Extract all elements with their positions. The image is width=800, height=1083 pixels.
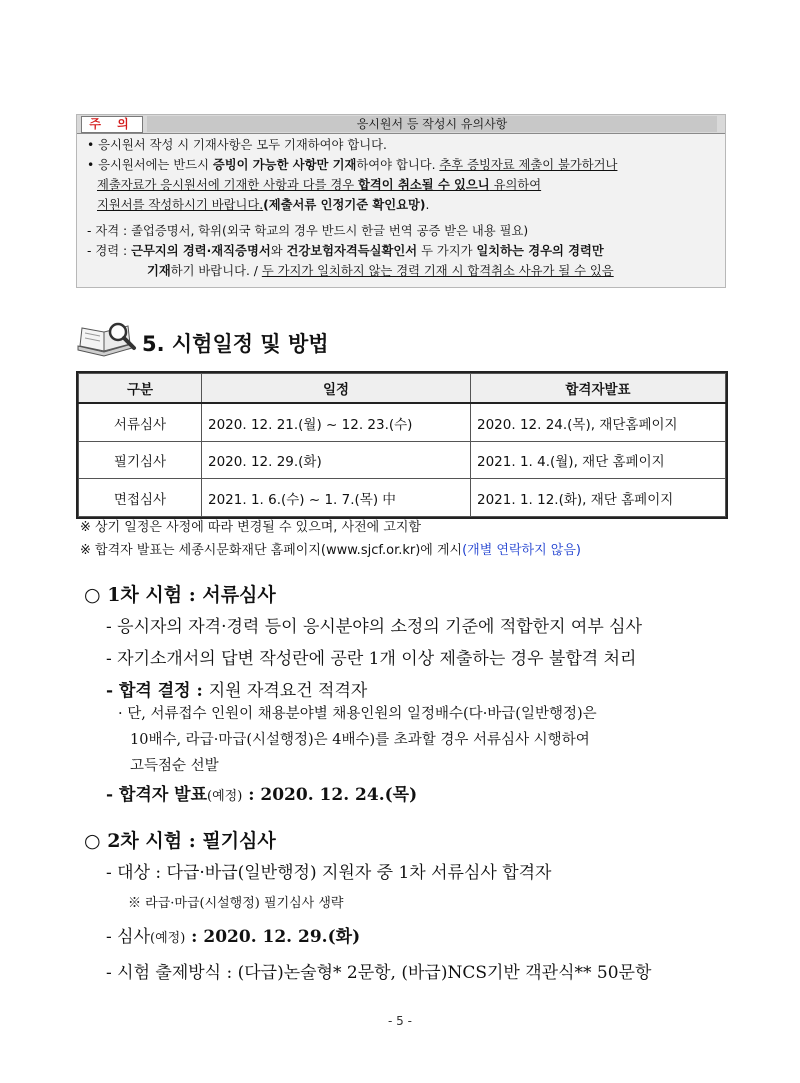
notice-underlined: 두 가지가 일치하지 않는 경력 기재 시 합격취소 사유가 될 수 있음 bbox=[261, 264, 614, 278]
sub-item: 10배수, 라급·마급(시설행정)은 4배수)를 초과할 경우 서류심사 시행하여 bbox=[130, 732, 590, 748]
section-heading bbox=[76, 320, 346, 360]
notice-emphasis: 기재 bbox=[147, 264, 171, 278]
table-cell: 서류심사 bbox=[79, 403, 202, 441]
schedule-note: ※ 상기 일정은 사정에 따라 변경될 수 있으며, 사전에 고지함 bbox=[80, 520, 422, 535]
notice-emphasis: 합격이 취소될 수 있으니 bbox=[358, 178, 490, 192]
sub-item: ※ 라급·마급(시설행정) 필기심사 생략 bbox=[128, 896, 344, 911]
notice-line-6 bbox=[87, 243, 604, 259]
table-cell: 2020. 12. 21.(월) ~ 12. 23.(수) bbox=[202, 403, 471, 441]
table-header-row bbox=[79, 374, 726, 404]
sub-item: · 단, 서류접수 인원이 채용분야별 채용인원의 일정배수(다·바급(일반행정)은 bbox=[118, 706, 597, 722]
list-item: - 시험 출제방식 : (다급)논술형* 2문항, (바급)NCS기반 객관식** 50문항 bbox=[106, 963, 652, 983]
column-header: 구분 bbox=[79, 374, 202, 404]
section-title: 5. 시험일정 및 방법 bbox=[142, 332, 329, 356]
notice-text: . bbox=[425, 198, 430, 212]
table-row bbox=[79, 479, 726, 517]
table-cell: 2021. 1. 12.(화), 재단 홈페이지 bbox=[471, 479, 726, 517]
notice-line-5: - 자격 : 졸업증명서, 학위(외국 학교의 경우 반드시 한글 번역 공증 받은 내용 필요) bbox=[87, 224, 529, 238]
item-text: : 2020. 12. 24.(목) bbox=[242, 785, 418, 805]
list-item bbox=[106, 780, 417, 805]
notice-title: 응시원서 등 작성시 유의사항 bbox=[147, 116, 717, 132]
table-cell: 면접심사 bbox=[79, 479, 202, 517]
notice-line-7 bbox=[147, 263, 614, 279]
schedule-table bbox=[76, 371, 728, 519]
second-exam-heading: ○ 2차 시험 : 필기심사 bbox=[84, 830, 276, 852]
notice-line-1: • 응시원서 작성 시 기재사항은 모두 기재하여야 합니다. bbox=[87, 138, 387, 152]
table-cell: 2021. 1. 6.(수) ~ 1. 7.(목) 中 bbox=[202, 479, 471, 517]
item-note: (예정) bbox=[150, 931, 186, 946]
notice-underlined: 추후 증빙자료 제출이 불가하거나 bbox=[439, 158, 618, 172]
notice-underlined: 제출자료가 응시원서에 기재한 사항과 다를 경우 bbox=[97, 178, 359, 192]
table-cell: 필기심사 bbox=[79, 441, 202, 479]
note-highlight: (개별 연락하지 않음) bbox=[462, 543, 581, 558]
page-number: - 5 - bbox=[388, 1014, 412, 1028]
notice-line-3 bbox=[97, 177, 541, 193]
table-cell: 2021. 1. 4.(월), 재단 홈페이지 bbox=[471, 441, 726, 479]
notice-text: 하여야 합니다. bbox=[356, 158, 440, 172]
item-label: - 심사 bbox=[106, 927, 150, 947]
notice-text: • 응시원서에는 반드시 bbox=[87, 158, 213, 172]
notice-emphasis: (제출서류 인정기준 확인요망) bbox=[263, 198, 426, 212]
list-item bbox=[106, 922, 360, 947]
column-header: 일정 bbox=[202, 374, 471, 404]
table-cell: 2020. 12. 29.(화) bbox=[202, 441, 471, 479]
notice-text: - 경력 : bbox=[87, 244, 132, 258]
sub-item: 고득점순 선발 bbox=[130, 758, 219, 774]
notice-underlined: 지원서를 작성하시기 바랍니다. bbox=[97, 198, 264, 212]
notice-emphasis: 증빙이 가능한 사항만 기재 bbox=[212, 158, 357, 172]
item-label: - 합격자 발표 bbox=[106, 785, 208, 805]
item-note: (예정) bbox=[207, 789, 243, 804]
notice-text: 하기 바랍니다. / bbox=[170, 264, 262, 278]
table-row bbox=[79, 441, 726, 479]
notice-line-2 bbox=[87, 157, 617, 173]
notice-header bbox=[77, 115, 725, 134]
notice-emphasis: 일치하는 경우의 경력만 bbox=[476, 244, 604, 258]
notice-text: 와 bbox=[270, 244, 287, 258]
list-item: - 자기소개서의 답변 작성란에 공란 1개 이상 제출하는 경우 불합격 처리 bbox=[106, 649, 637, 669]
notice-line-4 bbox=[97, 197, 429, 213]
column-header: 합격자발표 bbox=[471, 374, 726, 404]
announcement-note bbox=[80, 539, 581, 558]
item-text: : 2020. 12. 29.(화) bbox=[185, 927, 361, 947]
notice-emphasis: 근무지의 경력·재직증명서 bbox=[131, 244, 271, 258]
notice-underlined: 유의하여 bbox=[489, 178, 542, 192]
notice-tag: 주 의 bbox=[81, 116, 143, 133]
item-label: - 합격 결정 : bbox=[106, 681, 209, 701]
list-item bbox=[106, 676, 367, 701]
notice-emphasis: 건강보험자격득실확인서 bbox=[286, 244, 418, 258]
list-item: - 응시자의 자격·경력 등이 응시분야의 소정의 기준에 적합한지 여부 심사 bbox=[106, 617, 643, 637]
table-row bbox=[79, 403, 726, 441]
list-item: - 대상 : 다급·바급(일반행정) 지원자 중 1차 서류심사 합격자 bbox=[106, 863, 552, 883]
notice-text: 두 가지가 bbox=[417, 244, 477, 258]
book-magnifier-icon bbox=[76, 320, 142, 360]
note-text: ※ 합격자 발표는 세종시문화재단 홈페이지(www.sjcf.or.kr)에 게시 bbox=[80, 543, 463, 558]
item-text: 지원 자격요건 적격자 bbox=[208, 681, 368, 701]
table-cell: 2020. 12. 24.(목), 재단홈페이지 bbox=[471, 403, 726, 441]
notice-box bbox=[76, 114, 726, 288]
first-exam-heading: ○ 1차 시험 : 서류심사 bbox=[84, 584, 276, 606]
